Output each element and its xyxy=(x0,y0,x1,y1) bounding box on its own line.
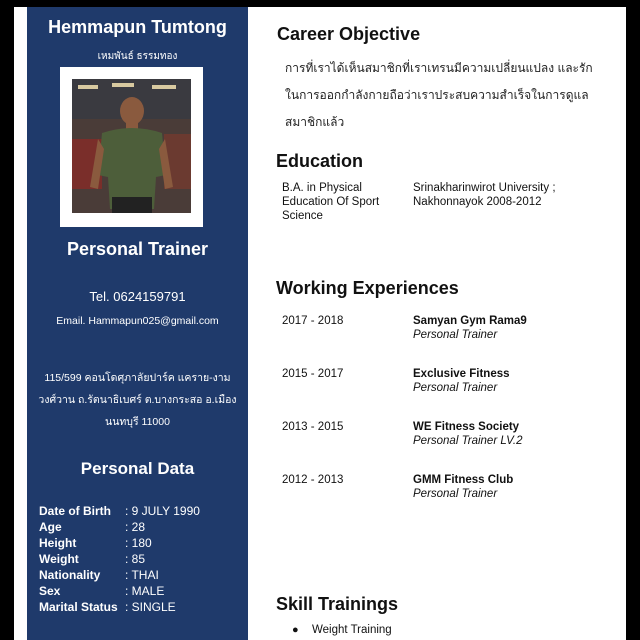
person-photo-illustration xyxy=(72,79,191,213)
personal-data-value: : THAI xyxy=(125,568,159,582)
address-line: วงศ์วาน ถ.รัตนาธิเบศร์ ต.บางกระสอ อ.เมือง xyxy=(38,394,237,406)
personal-data-row xyxy=(39,584,244,600)
frame-right-border xyxy=(626,0,640,640)
career-objective-text: การที่เราได้เห็นสมาชิกที่เราเทรนมีความเปลี่ยนแปลง และรักในการออกกำลังกายถือว่าเราประสบความสำเร็จในการดูแลสมาชิกแล้ว xyxy=(285,61,593,129)
experience-position: Personal Trainer xyxy=(413,329,498,341)
personal-data-label: Sex xyxy=(39,584,61,598)
personal-data-heading: Personal Data xyxy=(80,459,195,478)
experience-company: GMM Fitness Club xyxy=(413,474,514,486)
experience-years: 2017 - 2018 xyxy=(282,315,344,327)
profile-photo xyxy=(72,79,191,213)
experience-entry xyxy=(282,419,602,451)
personal-data-label: Date of Birth xyxy=(39,504,111,518)
personal-data-label: Marital Status xyxy=(39,600,118,614)
experience-years: 2013 - 2015 xyxy=(282,421,344,433)
personal-data-label: Height xyxy=(39,536,77,550)
working-experiences-heading: Working Experiences xyxy=(276,278,459,298)
name-thai: เหมพันธ์ ธรรมทอง xyxy=(97,51,178,62)
personal-data-row xyxy=(39,552,244,568)
experience-company: WE Fitness Society xyxy=(413,421,520,433)
personal-data-row xyxy=(39,536,244,552)
personal-data-label: Nationality xyxy=(39,568,101,582)
email-address: Email. Hammapun025@gmail.com xyxy=(56,315,219,327)
experience-position: Personal Trainer xyxy=(413,488,498,500)
personal-data-value: : 28 xyxy=(125,520,146,534)
personal-data-row xyxy=(39,568,244,584)
experience-entry xyxy=(282,472,602,504)
experience-position: Personal Trainer xyxy=(413,382,498,394)
frame-top-border xyxy=(0,0,640,7)
experience-position: Personal Trainer LV.2 xyxy=(413,435,523,447)
skill-trainings-heading: Skill Trainings xyxy=(276,594,399,614)
phone-number: Tel. 0624159791 xyxy=(89,289,186,304)
personal-data-value: : 9 JULY 1990 xyxy=(125,504,200,518)
profile-photo-frame xyxy=(60,67,203,227)
frame-left-border xyxy=(0,0,14,640)
education-degree: B.A. in Physical Education Of Sport Science xyxy=(282,182,380,222)
personal-data-value: : 85 xyxy=(125,552,146,566)
personal-data-row xyxy=(39,504,244,520)
education-institution: Srinakharinwirot University ; Nakhonnayok 2008-2012 xyxy=(413,182,556,208)
education-heading: Education xyxy=(276,151,364,171)
skill-item xyxy=(288,624,392,636)
personal-data-list xyxy=(39,504,244,616)
resume-main xyxy=(248,7,626,640)
personal-data-value: : SINGLE xyxy=(125,600,176,614)
personal-data-row xyxy=(39,520,244,536)
name-english: Hemmapun Tumtong xyxy=(48,17,227,37)
skill-list xyxy=(288,624,392,636)
experience-company: Exclusive Fitness xyxy=(413,368,510,380)
experience-company: Samyan Gym Rama9 xyxy=(413,315,527,327)
personal-data-label: Age xyxy=(39,520,62,534)
personal-data-value: : MALE xyxy=(125,584,165,598)
experience-years: 2012 - 2013 xyxy=(282,474,344,486)
bullet-icon: ● xyxy=(292,624,299,636)
postal-address xyxy=(35,367,240,433)
experience-years: 2015 - 2017 xyxy=(282,368,344,380)
experience-entry xyxy=(282,313,602,345)
resume-sidebar xyxy=(27,7,248,640)
skill-label: Weight Training xyxy=(312,624,392,636)
personal-data-value: : 180 xyxy=(125,536,152,550)
address-line: นนทบุรี 11000 xyxy=(105,416,170,428)
personal-data-row xyxy=(39,600,244,616)
career-objective-heading: Career Objective xyxy=(277,24,421,44)
address-line: 115/599 คอนโดศุภาลัยปาร์ค แคราย-งาม xyxy=(44,372,231,384)
personal-data-label: Weight xyxy=(39,552,79,566)
job-title: Personal Trainer xyxy=(66,239,209,259)
experience-entry xyxy=(282,366,602,398)
